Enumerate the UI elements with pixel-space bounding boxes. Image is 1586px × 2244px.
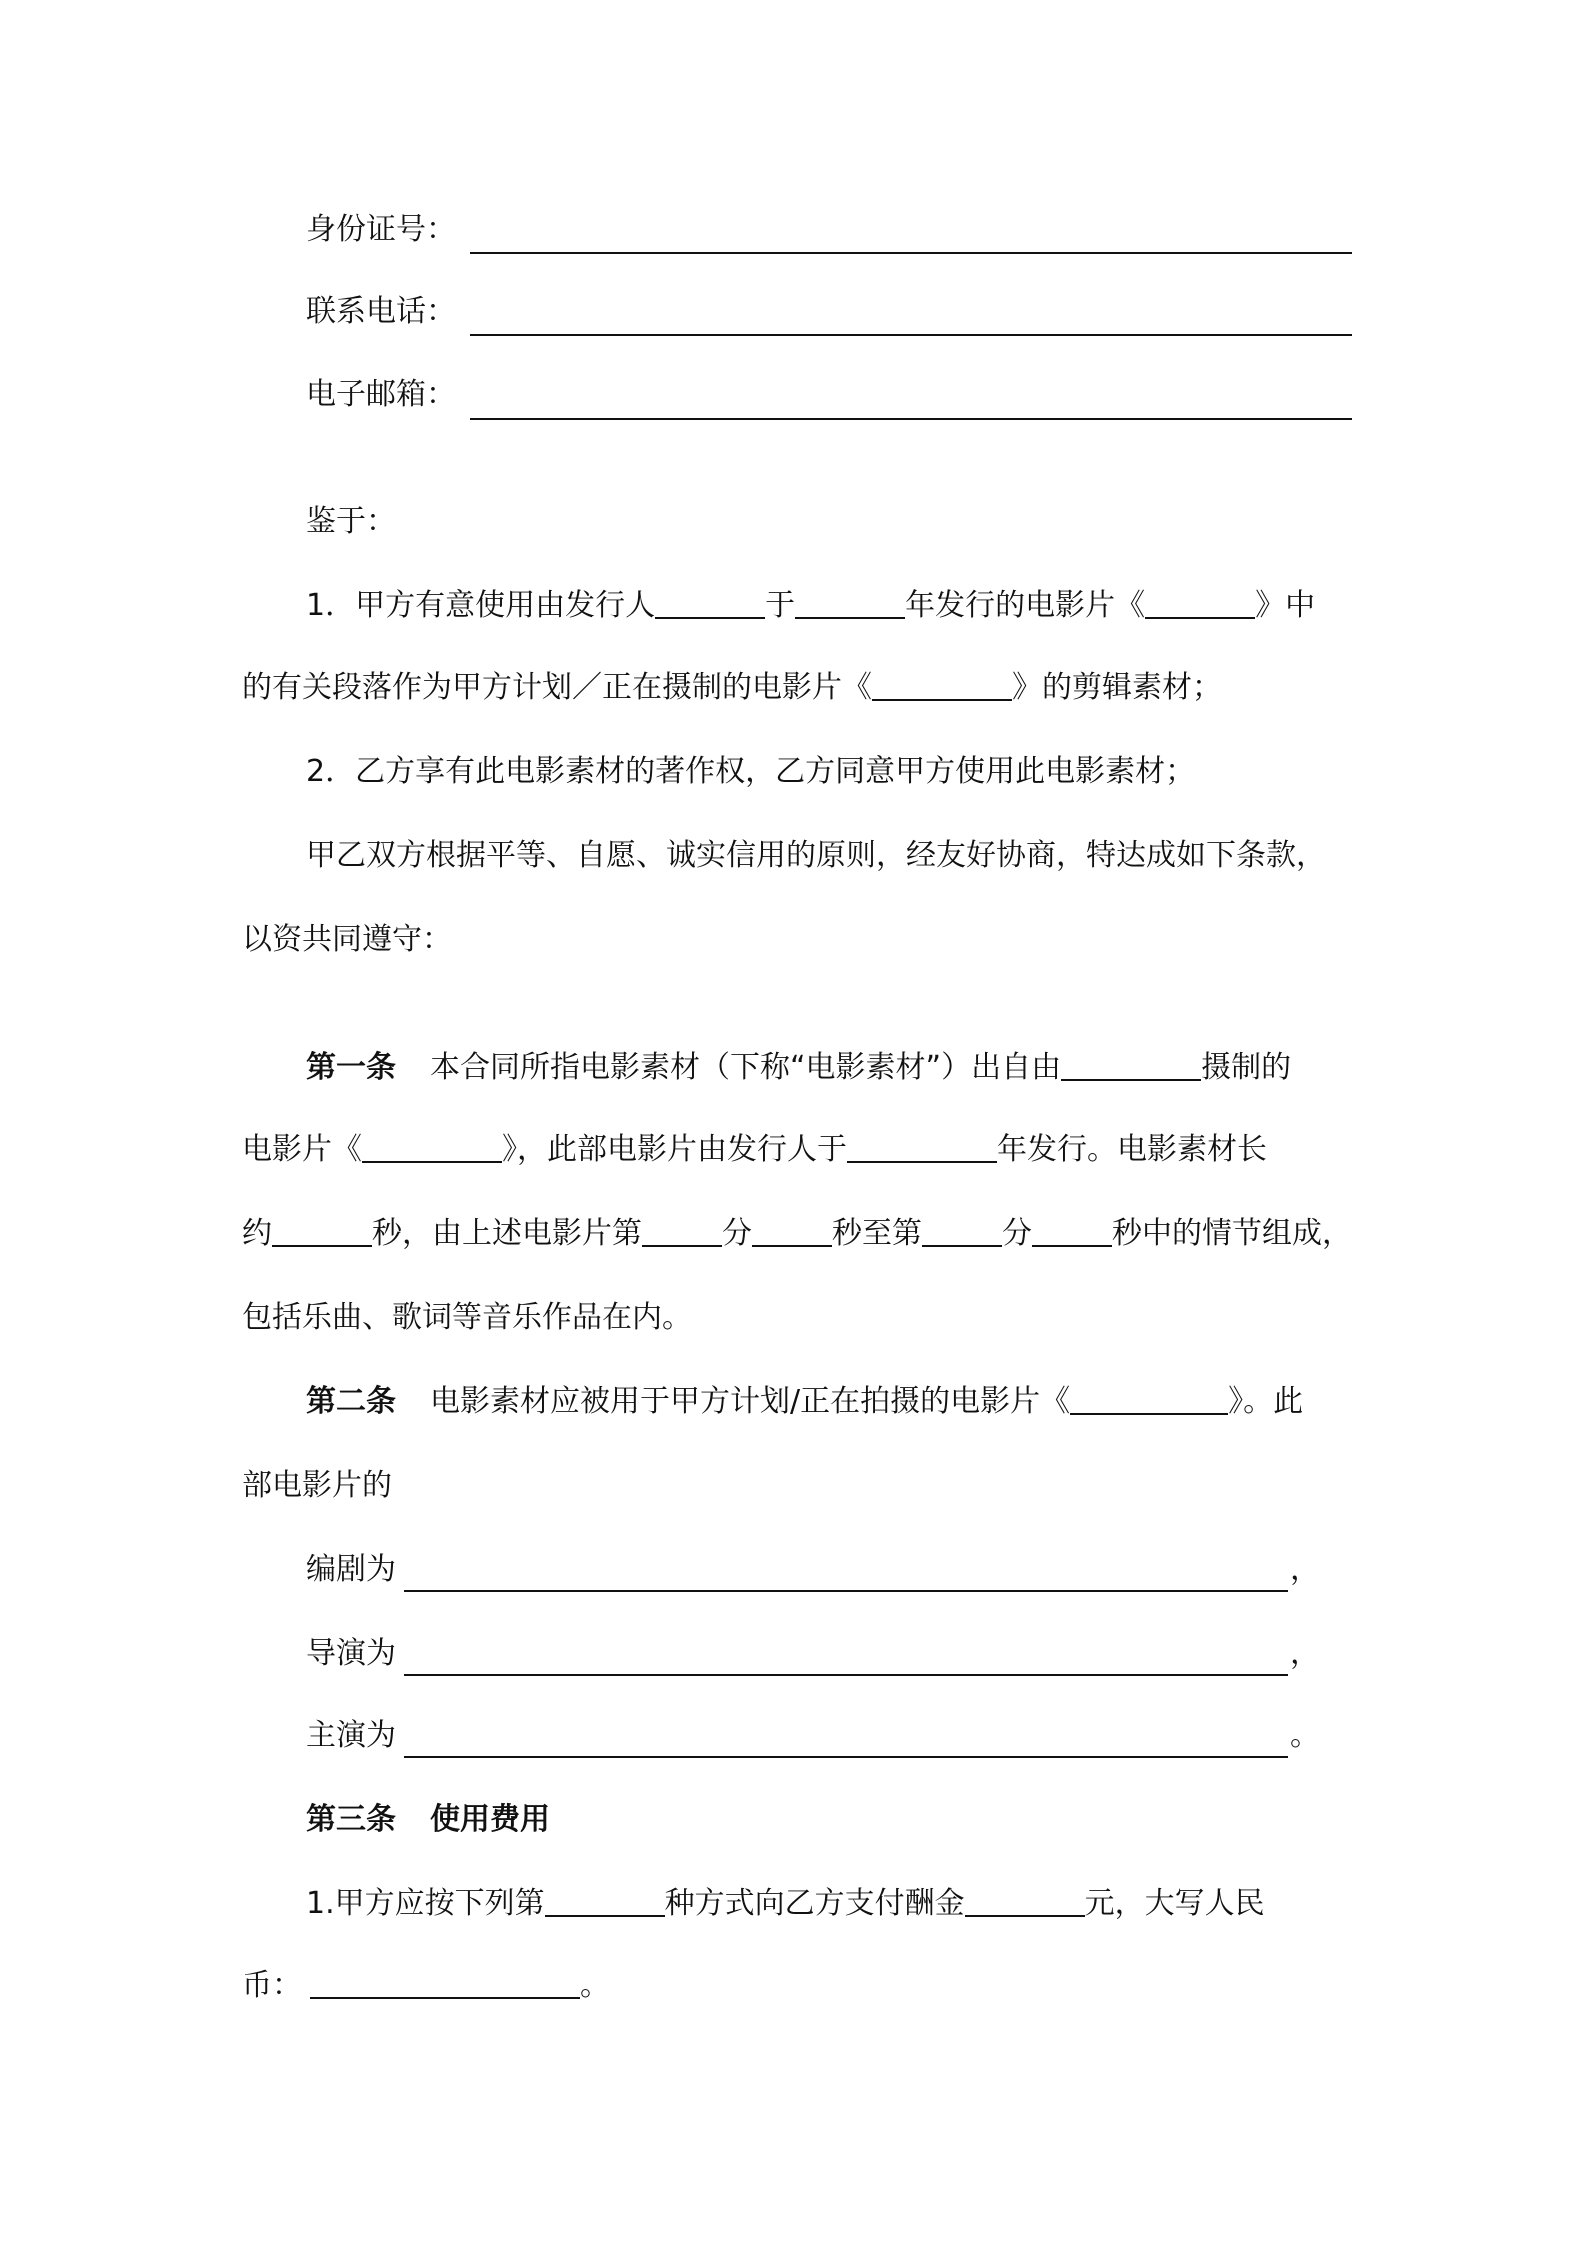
whereas-item-2: 2．乙方享有此电影素材的著作权，乙方同意甲方使用此电影素材；: [306, 754, 1196, 789]
article-2-line-2: 部电影片的: [242, 1468, 392, 1503]
email-field[interactable]: [470, 388, 1352, 420]
article-3-title: 使用费用: [430, 1802, 550, 1837]
publisher-blank[interactable]: [655, 587, 765, 619]
director-label: 导演为: [306, 1636, 396, 1671]
article-1-line-2: 电影片《 》，此部电影片由发行人于 年发行。电影素材长: [242, 1132, 1267, 1167]
article-1-line-3: 约 秒，由上述电影片第 分 秒至第 分 秒中的情节组成，: [242, 1216, 1352, 1251]
id-number-label: 身份证号：: [306, 212, 456, 247]
article-3-title-row: [306, 1800, 550, 1840]
end-second-blank[interactable]: [1032, 1215, 1112, 1247]
phone-label: 联系电话：: [306, 294, 456, 329]
start-second-blank[interactable]: [752, 1215, 832, 1247]
article-3-heading: 第三条: [306, 1802, 396, 1837]
whereas-item-1: 1．甲方有意使用由发行人 于 年发行的电影片《 》中: [306, 588, 1316, 623]
film-title-blank[interactable]: [362, 1131, 502, 1163]
agreement-line-2: 以资共同遵守：: [242, 922, 452, 957]
new-film-title-blank[interactable]: [1070, 1383, 1228, 1415]
article-3-line-2: 币： 。: [242, 1968, 610, 2003]
cast-row: [306, 1716, 396, 1756]
screenwriter-field[interactable]: [404, 1560, 1288, 1592]
source-film-blank[interactable]: [1145, 587, 1255, 619]
screenwriter-label: 编剧为: [306, 1552, 396, 1587]
payment-amount-blank[interactable]: [965, 1885, 1085, 1917]
article-2-heading: 第二条: [306, 1384, 396, 1419]
director-field[interactable]: [404, 1644, 1288, 1676]
phone-field[interactable]: [470, 304, 1352, 336]
article-1-line-4: 包括乐曲、歌词等音乐作品在内。: [242, 1300, 692, 1335]
producer-blank[interactable]: [1061, 1049, 1201, 1081]
article-1-line-1: 第一条 本合同所指电影素材（下称“电影素材”）出自由 摄制的: [306, 1050, 1292, 1085]
article-3-line-1: 1.甲方应按下列第 种方式向乙方支付酬金 元，大写人民: [306, 1886, 1265, 1921]
article-2-line-1: 第二条 电影素材应被用于甲方计划/正在拍摄的电影片《 》。此: [306, 1384, 1304, 1419]
director-comma: ，: [1290, 1636, 1320, 1671]
release-year-blank[interactable]: [847, 1131, 997, 1163]
whereas-item-1-cont: 的有关段落作为甲方计划／正在摄制的电影片《 》的剪辑素材；: [242, 670, 1222, 705]
screenwriter-comma: ，: [1290, 1552, 1320, 1587]
id-number-row: [306, 210, 456, 250]
payment-method-blank[interactable]: [545, 1885, 665, 1917]
end-minute-blank[interactable]: [922, 1215, 1002, 1247]
target-film-blank[interactable]: [872, 669, 1012, 701]
year-blank[interactable]: [795, 587, 905, 619]
whereas-title: 鉴于：: [306, 504, 396, 539]
email-row: [306, 375, 456, 415]
amount-in-words-blank[interactable]: [310, 1967, 580, 1999]
start-minute-blank[interactable]: [642, 1215, 722, 1247]
cast-label: 主演为: [306, 1718, 396, 1753]
length-seconds-blank[interactable]: [272, 1215, 372, 1247]
director-row: [306, 1634, 396, 1674]
article-1-heading: 第一条: [306, 1050, 396, 1085]
cast-field[interactable]: [404, 1726, 1288, 1758]
phone-row: [306, 292, 456, 332]
id-number-field[interactable]: [470, 222, 1352, 254]
agreement-line-1: 甲乙双方根据平等、自愿、诚实信用的原则，经友好协商，特达成如下条款，: [306, 838, 1326, 873]
cast-period: 。: [1290, 1718, 1320, 1753]
screenwriter-row: [306, 1550, 396, 1590]
email-label: 电子邮箱：: [306, 377, 456, 412]
